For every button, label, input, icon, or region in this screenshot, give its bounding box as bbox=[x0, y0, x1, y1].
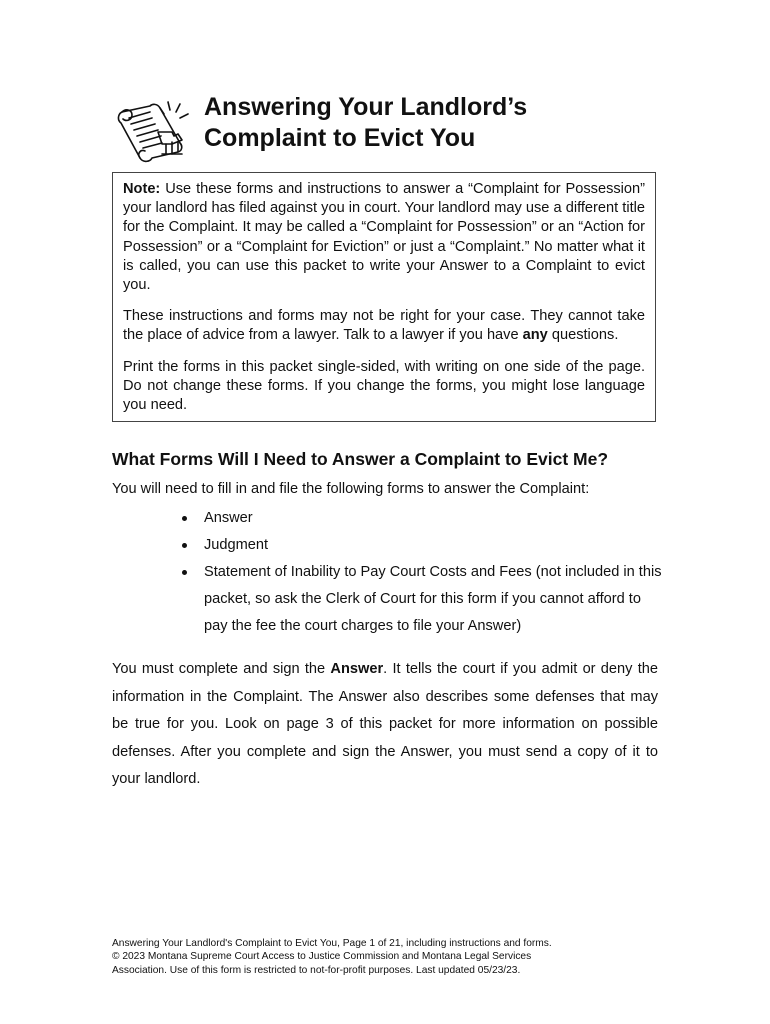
title-line-1: Answering Your Landlord’s bbox=[204, 93, 528, 121]
note-paragraph-3: Print the forms in this packet single-sided, with writing on one side of the page. Do not change these forms. If you change the forms, you might lose language you need. bbox=[123, 358, 645, 414]
forms-list bbox=[176, 505, 666, 640]
section-heading: What Forms Will I Need to Answer a Complaint to Evict Me? bbox=[112, 449, 609, 469]
note-paragraph-2 bbox=[123, 307, 645, 345]
note-p2-end: questions. bbox=[547, 327, 619, 344]
list-item bbox=[176, 559, 666, 640]
footer-line-3: Association. Use of this form is restricted to not-for-profit purposes. Last updated 05/23/23. bbox=[112, 964, 521, 976]
answer-paragraph bbox=[112, 656, 658, 794]
title-line-2: Complaint to Evict You bbox=[204, 124, 476, 152]
answer-para-text: You must complete and sign the bbox=[112, 661, 331, 677]
list-item-text: Judgment bbox=[204, 537, 269, 553]
list-item-text: Answer bbox=[204, 510, 253, 526]
note-label: Note: bbox=[123, 181, 161, 197]
document-scroll-icon bbox=[112, 96, 196, 164]
section-intro: You will need to fill in and file the following forms to answer the Complaint: bbox=[112, 481, 590, 497]
note-text: Use these forms and instructions to answer a “Complaint for Possession” your landlord has filed against you in court. Your landlord may use a different title for the Complaint. It may be called a “Complaint for Possession” or an “Action for Possession” or a “Complaint for Eviction” or just a “Complaint.” No matter what it is called, you can use this packet to write your Answer to a Complaint to evict you. bbox=[123, 181, 645, 294]
note-p2-text: These instructions and forms may not be right for your case. They cannot take the place of advice from a lawyer. Talk to a lawyer if you have bbox=[123, 308, 645, 344]
answer-emphasis: Answer bbox=[330, 661, 384, 677]
footer-line-2: © 2023 Montana Supreme Court Access to Justice Commission and Montana Legal Services bbox=[112, 951, 532, 963]
bullet-icon bbox=[182, 570, 187, 575]
page-title bbox=[204, 92, 527, 154]
list-item-text: Statement of Inability to Pay Court Costs and Fees (not included in this packet, so ask the Clerk of Court for this form if you cannot afford to pay the fee the court charges to file your Answer) bbox=[204, 564, 662, 634]
page-footer bbox=[112, 937, 632, 977]
page-header bbox=[112, 92, 672, 172]
bullet-icon bbox=[182, 543, 187, 548]
note-paragraph-1 bbox=[123, 180, 645, 295]
bullet-icon bbox=[182, 516, 187, 521]
list-item bbox=[176, 532, 666, 559]
note-p2-emphasis: any bbox=[522, 327, 548, 344]
note-box bbox=[112, 172, 656, 422]
footer-line-1: Answering Your Landlord's Complaint to Evict You, Page 1 of 21, including instructions and forms. bbox=[112, 938, 552, 949]
list-item bbox=[176, 505, 666, 532]
answer-para-end: . It tells the court if you admit or deny the information in the Complaint. The Answer also describes some defenses that may be true for you. Look on page 3 of this packet for more information on possible defenses. After you complete and sign the Answer, you must send a copy of it to your landlord. bbox=[112, 661, 658, 788]
